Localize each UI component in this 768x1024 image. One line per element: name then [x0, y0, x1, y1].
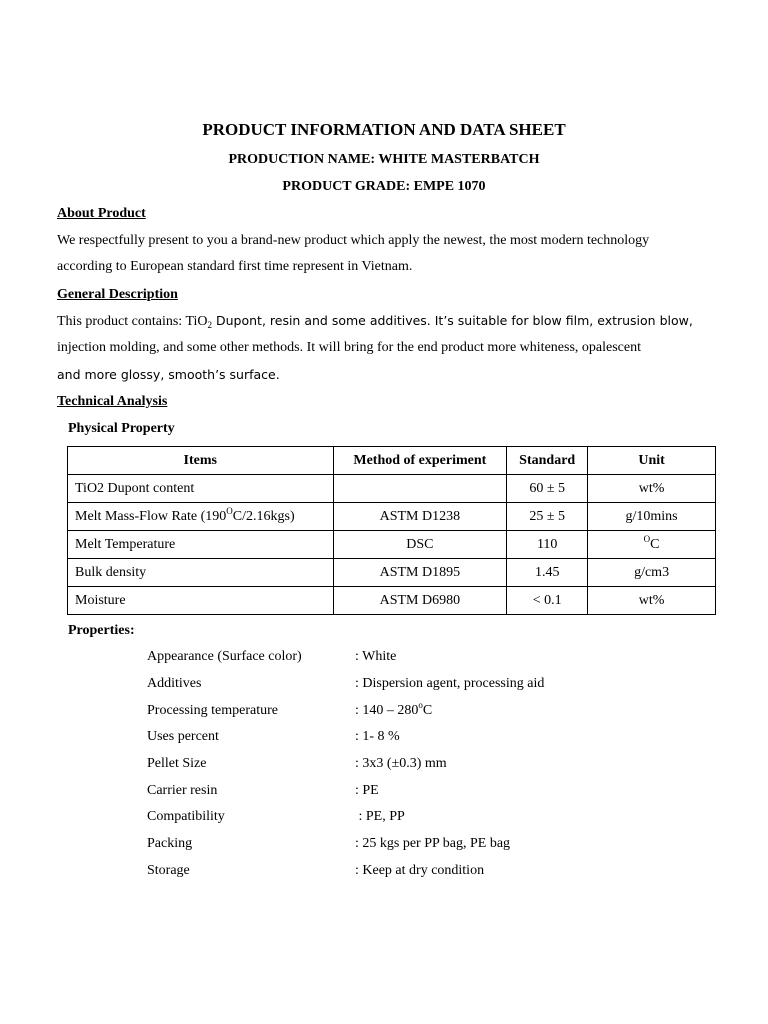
property-label: Additives [147, 676, 202, 691]
cell-unit: wt% [588, 475, 716, 503]
cell-method: ASTM D6980 [333, 587, 507, 615]
property-label: Carrier resin [147, 783, 218, 798]
table-row [68, 475, 716, 503]
about-heading: About Product [57, 206, 146, 221]
header-method: Method of experiment [333, 447, 507, 475]
page-title: PRODUCT INFORMATION AND DATA SHEET [202, 120, 566, 139]
table-row [68, 531, 716, 559]
cell-item-post: C/2.16kgs) [232, 508, 295, 524]
property-value: : 1- 8 % [355, 729, 400, 744]
cell-unit: g/10mins [588, 503, 716, 531]
table-header-row [68, 447, 716, 475]
header-items: Items [68, 447, 334, 475]
cell-method: DSC [333, 531, 507, 559]
about-line-1: We respectfully present to you a brand-new product which apply the newest, the most modern technology [57, 233, 650, 248]
cell-standard: 1.45 [507, 559, 588, 587]
header-standard: Standard [507, 447, 588, 475]
general-line-1 [57, 313, 693, 330]
cell-unit: wt% [588, 587, 716, 615]
property-value: : Keep at dry condition [355, 863, 485, 878]
property-label: Compatibility [147, 809, 225, 824]
property-label: Uses percent [147, 729, 219, 744]
property-label: Appearance (Surface color) [147, 649, 302, 664]
property-value: : 3x3 (±0.3) mm [355, 756, 447, 771]
cell-standard: 110 [507, 531, 588, 559]
degree-superscript: o [418, 700, 423, 710]
cell-unit-post: C [650, 536, 660, 552]
production-name: PRODUCTION NAME: WHITE MASTERBATCH [228, 152, 540, 167]
property-label: Processing temperature [147, 703, 279, 718]
table-row [68, 559, 716, 587]
property-label: Pellet Size [147, 756, 207, 771]
general-line-1-mid: Dupont, resin and some additives. It’s suitable for blow film, [212, 313, 598, 328]
property-value: : PE, PP [355, 809, 405, 824]
cell-item: Melt Temperature [68, 531, 334, 559]
cell-item: Moisture [68, 587, 334, 615]
property-label: Storage [147, 863, 190, 878]
property-value: : PE [355, 783, 379, 798]
general-line-1-post: extrusion blow, [597, 313, 693, 328]
cell-item: TiO2 Dupont content [68, 475, 334, 503]
general-line-2: injection molding, and some other methods. It will bring for the end product more whiteness, opalescent [57, 340, 641, 355]
technical-heading: Technical Analysis [57, 394, 168, 409]
general-line-3: and more glossy, smooth’s surface. [57, 367, 280, 382]
table-row [68, 503, 716, 531]
physical-property-heading: Physical Property [68, 421, 175, 436]
table-row [68, 587, 716, 615]
cell-unit: g/cm3 [588, 559, 716, 587]
property-value [355, 700, 433, 719]
cell-method [333, 475, 507, 503]
cell-standard: < 0.1 [507, 587, 588, 615]
degree-superscript: O [226, 505, 233, 516]
property-value-pre: : 140 – 280 [355, 703, 419, 718]
cell-standard: 25 ± 5 [507, 503, 588, 531]
cell-item-pre: Melt Mass-Flow Rate (190 [75, 508, 227, 524]
degree-superscript: O [643, 533, 651, 544]
product-grade: PRODUCT GRADE: EMPE 1070 [282, 179, 486, 194]
tio2-subscript: 2 [207, 320, 213, 330]
cell-item [68, 503, 334, 531]
cell-method: ASTM D1895 [333, 559, 507, 587]
general-heading: General Description [57, 287, 178, 302]
cell-method: ASTM D1238 [333, 503, 507, 531]
about-line-2: according to European standard first time represent in Vietnam. [57, 259, 413, 274]
cell-unit [588, 531, 716, 559]
property-value: : 25 kgs per PP bag, PE bag [355, 836, 511, 851]
property-value: : Dispersion agent, processing aid [355, 676, 545, 691]
cell-standard: 60 ± 5 [507, 475, 588, 503]
property-label: Packing [147, 836, 193, 851]
physical-property-table [67, 446, 716, 615]
general-line-1-pre: This product contains: TiO [57, 314, 208, 329]
property-value: : White [355, 649, 397, 664]
property-value-post: C [422, 703, 433, 718]
properties-heading: Properties: [68, 623, 135, 638]
cell-item: Bulk density [68, 559, 334, 587]
header-unit: Unit [588, 447, 716, 475]
